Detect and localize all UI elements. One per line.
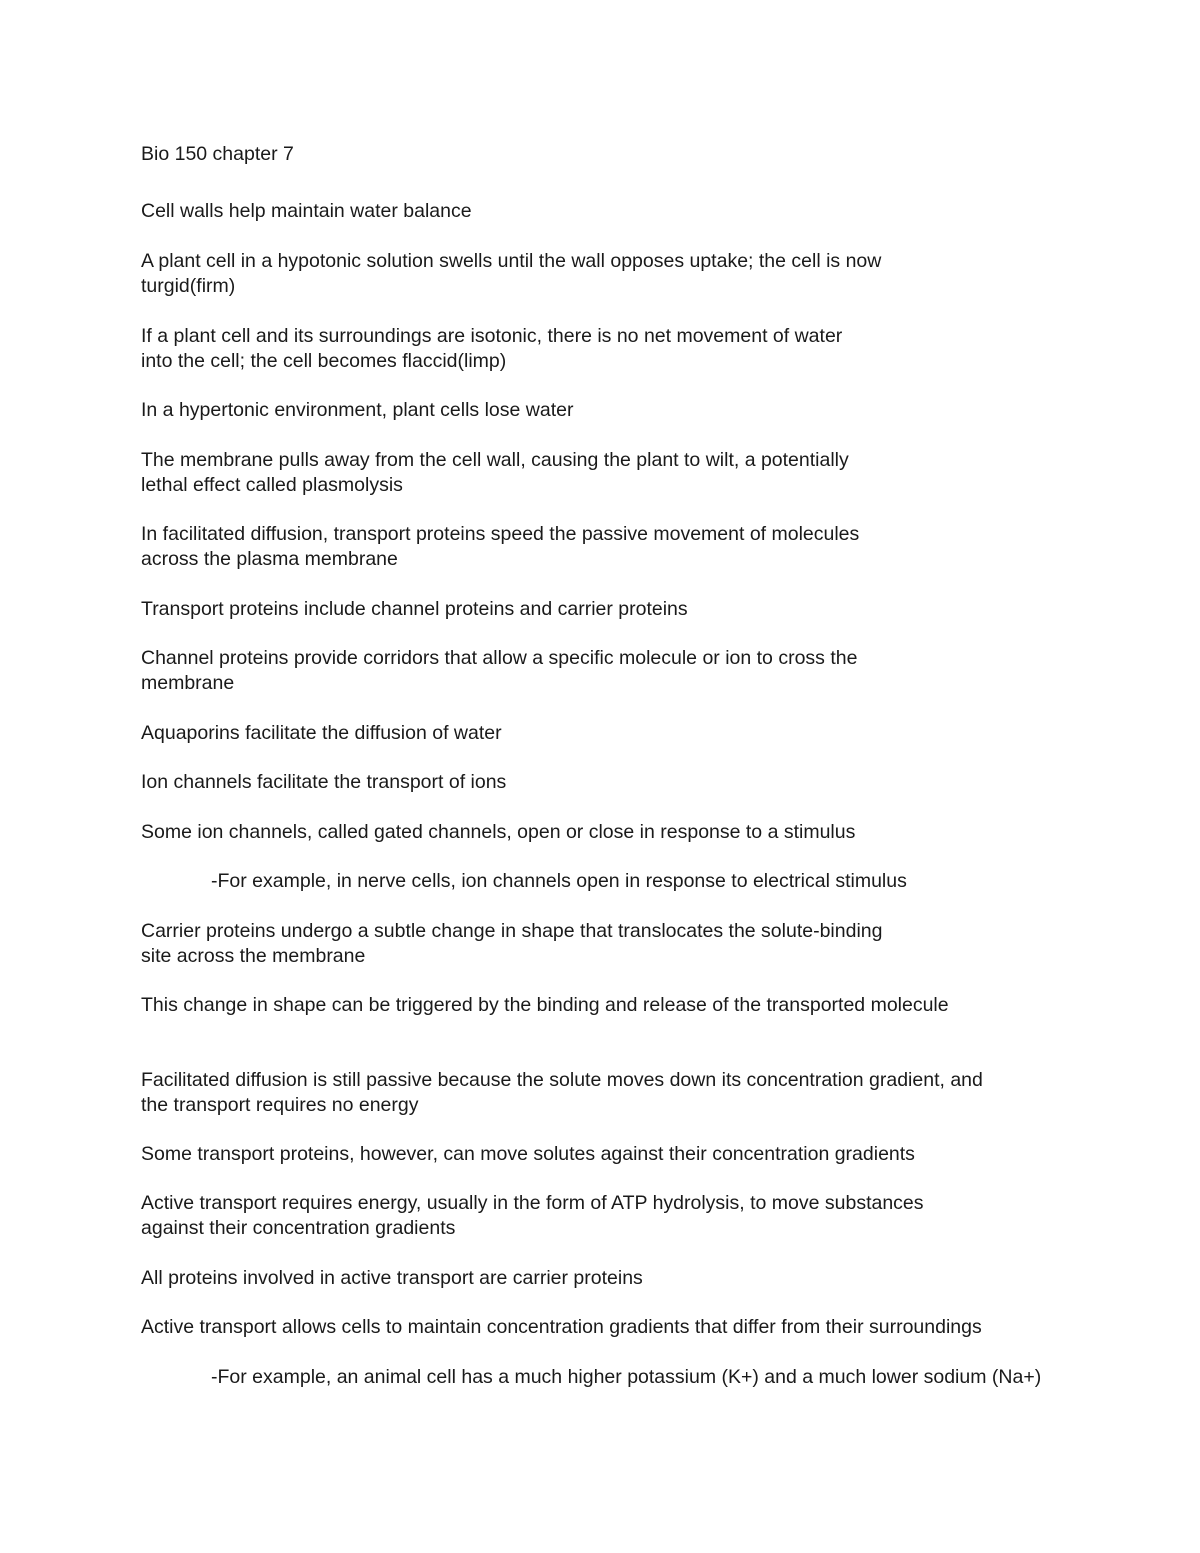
paragraph-line: Carrier proteins undergo a subtle change in shape that translocates the solute-binding <box>141 920 883 942</box>
paragraph-line: In facilitated diffusion, transport proteins speed the passive movement of molecules <box>141 523 860 545</box>
paragraph-line: If a plant cell and its surroundings are isotonic, there is no net movement of water <box>141 325 843 347</box>
paragraph-line: membrane <box>141 672 235 694</box>
paragraph-line: This change in shape can be triggered by the binding and release of the transported molecule <box>141 994 949 1016</box>
indented-example-line: -For example, an animal cell has a much higher potassium (K+) and a much lower sodium (Na+) <box>211 1366 1042 1388</box>
paragraph-line: Facilitated diffusion is still passive because the solute moves down its concentration gradient, and <box>141 1069 983 1091</box>
paragraph-line: In a hypertonic environment, plant cells lose water <box>141 399 574 421</box>
paragraph-line: Some ion channels, called gated channels, open or close in response to a stimulus <box>141 821 856 843</box>
paragraph-line: Some transport proteins, however, can move solutes against their concentration gradients <box>141 1143 915 1165</box>
paragraph-line: across the plasma membrane <box>141 548 398 570</box>
paragraph-line: the transport requires no energy <box>141 1094 419 1116</box>
paragraph-line: Channel proteins provide corridors that allow a specific molecule or ion to cross the <box>141 647 858 669</box>
paragraph-line: All proteins involved in active transport are carrier proteins <box>141 1267 643 1289</box>
indented-example-line: -For example, in nerve cells, ion channels open in response to electrical stimulus <box>211 870 907 892</box>
paragraph-line: turgid(firm) <box>141 275 236 297</box>
paragraph-line: site across the membrane <box>141 945 366 967</box>
paragraph-line: Cell walls help maintain water balance <box>141 200 472 222</box>
paragraph-line: Active transport requires energy, usually in the form of ATP hydrolysis, to move substances <box>141 1192 924 1214</box>
paragraph-line: The membrane pulls away from the cell wall, causing the plant to wilt, a potentially <box>141 449 849 471</box>
paragraph-line: Active transport allows cells to maintain concentration gradients that differ from their surroundings <box>141 1316 982 1338</box>
paragraph-line: Transport proteins include channel proteins and carrier proteins <box>141 598 688 620</box>
paragraph-line: Aquaporins facilitate the diffusion of water <box>141 722 502 744</box>
paragraph-line: A plant cell in a hypotonic solution swells until the wall opposes uptake; the cell is now <box>141 250 882 272</box>
paragraph-line: into the cell; the cell becomes flaccid(limp) <box>141 350 507 372</box>
paragraph-line: Ion channels facilitate the transport of ions <box>141 771 507 793</box>
document-title: Bio 150 chapter 7 <box>141 143 294 165</box>
paragraph-line: lethal effect called plasmolysis <box>141 474 403 496</box>
paragraph-line: against their concentration gradients <box>141 1217 456 1239</box>
